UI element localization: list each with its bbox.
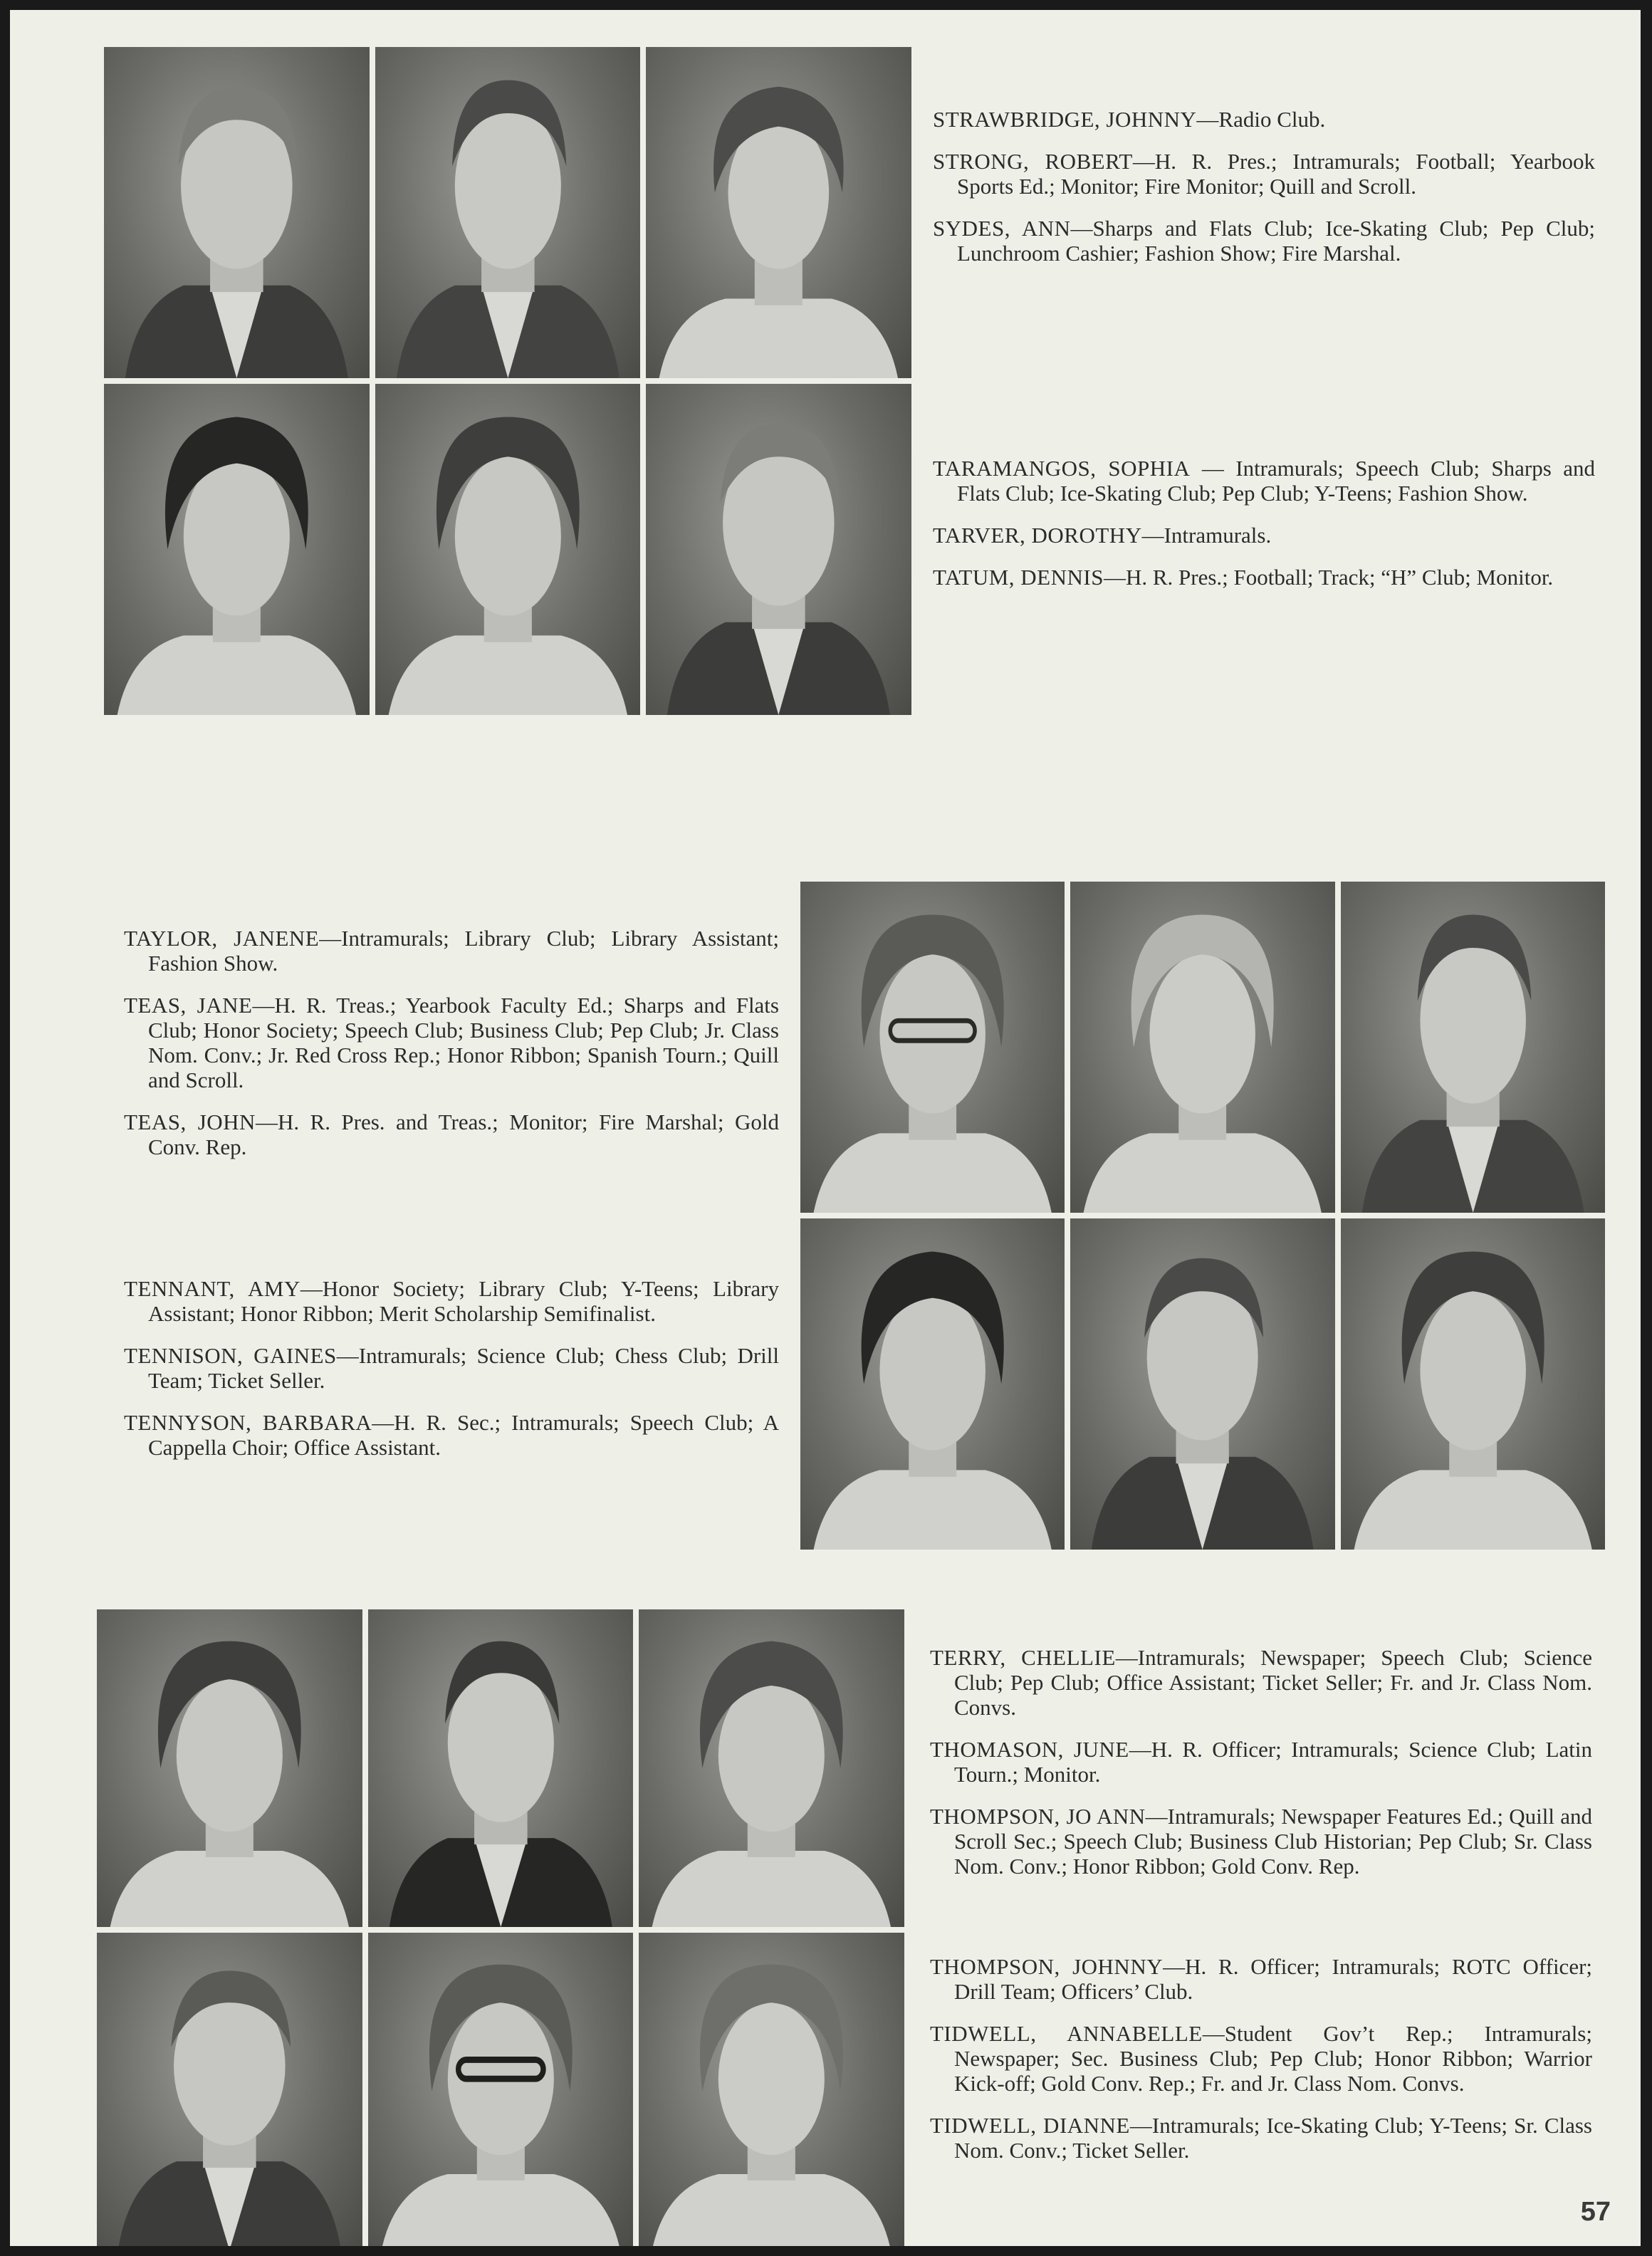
entries-section-3 [930,1645,1592,1896]
portrait-photo [800,1218,1065,1550]
portrait-photo [368,1933,634,2246]
portrait-photo [1341,882,1605,1213]
portrait-grid-1 [104,47,911,715]
student-entry: TARVER, DOROTHY—Intramurals. [933,523,1272,548]
student-entry: THOMPSON, JO ANN—Intramurals; Newspaper Features Ed.; Quill and Scroll Sec.; Speech Club; Business Club Historian; Pep Club; Sr. Class Nom. Conv.; Honor Ribbon; Gold Conv. Rep. [930,1804,1593,1879]
portrait-photo [368,1609,634,1927]
student-entry: TEAS, JOHN—H. R. Pres. and Treas.; Monitor; Fire Marshal; Gold Conv. Rep. [124,1109,779,1159]
student-entry: TATUM, DENNIS—H. R. Pres.; Football; Track; “H” Club; Monitor. [933,565,1554,590]
student-entry: THOMASON, JUNE—H. R. Officer; Intramurals; Science Club; Latin Tourn.; Monitor. [930,1737,1592,1787]
student-entry: TEAS, JANE—H. R. Treas.; Yearbook Faculty Ed.; Sharps and Flats Club; Honor Society; Speech Club; Business Club; Pep Club; Jr. Class Nom. Conv.; Jr. Red Cross Rep.; Honor Ribbon; Spanish Tourn.; Quill and Scroll. [124,993,779,1092]
yearbook-page [10,10,1641,2246]
entries-section-1 [933,107,1595,283]
portrait-photo [800,882,1065,1213]
portrait-photo [1070,882,1334,1213]
entries-section-2b [124,1276,779,1477]
student-entry: STRONG, ROBERT—H. R. Pres.; Intramurals; Football; Yearbook Sports Ed.; Monitor; Fire Monitor; Quill and Scroll. [933,149,1595,199]
portrait-photo [375,47,641,378]
student-entry: THOMPSON, JOHNNY—H. R. Officer; Intramurals; ROTC Officer; Drill Team; Officers’ Club. [930,1954,1593,2004]
student-entry: TAYLOR, JANENE—Intramurals; Library Club; Library Assistant; Fashion Show. [124,926,779,976]
portrait-photo [646,384,911,715]
page-number: 57 [1580,2197,1611,2227]
portrait-photo [1341,1218,1605,1550]
student-entry: TARAMANGOS, SOPHIA — Intramurals; Speech Club; Sharps and Flats Club; Ice-Skating Club; Pep Club; Y-Teens; Fashion Show. [933,456,1595,506]
student-entry: STRAWBRIDGE, JOHNNY—Radio Club. [933,107,1326,132]
portrait-photo [97,1609,362,1927]
entries-section-1b [933,456,1595,607]
portrait-grid-2 [800,882,1605,1550]
portrait-photo [1070,1218,1334,1550]
entries-section-2 [124,926,779,1176]
portrait-photo [104,47,370,378]
portrait-photo [639,1609,904,1927]
student-entry: TENNANT, AMY—Honor Society; Library Club; Y-Teens; Library Assistant; Honor Ribbon; Merit Scholarship Semifinalist. [124,1276,779,1326]
entries-section-3b [930,1954,1592,2180]
student-entry: SYDES, ANN—Sharps and Flats Club; Ice-Skating Club; Pep Club; Lunchroom Cashier; Fashion Show; Fire Marshal. [933,216,1595,266]
portrait-photo [646,47,911,378]
student-entry: TIDWELL, DIANNE—Intramurals; Ice-Skating Club; Y-Teens; Sr. Class Nom. Conv.; Ticket Seller. [930,2113,1592,2163]
portrait-photo [375,384,641,715]
student-entry: TENNYSON, BARBARA—H. R. Sec.; Intramurals; Speech Club; A Cappella Choir; Office Assistant. [124,1410,779,1460]
portrait-grid-3 [97,1609,904,2246]
portrait-photo [104,384,370,715]
portrait-photo [97,1933,362,2246]
portrait-photo [639,1933,904,2246]
student-entry: TERRY, CHELLIE—Intramurals; Newspaper; Speech Club; Science Club; Pep Club; Office Assistant; Ticket Seller; Fr. and Jr. Class Nom. Convs. [930,1645,1592,1720]
student-entry: TENNISON, GAINES—Intramurals; Science Club; Chess Club; Drill Team; Ticket Seller. [124,1343,779,1393]
student-entry: TIDWELL, ANNABELLE—Student Gov’t Rep.; Intramurals; Newspaper; Sec. Business Club; Pep Club; Honor Ribbon; Warrior Kick-off; Gold Conv. Rep.; Fr. and Jr. Class Nom. Convs. [930,2021,1592,2096]
